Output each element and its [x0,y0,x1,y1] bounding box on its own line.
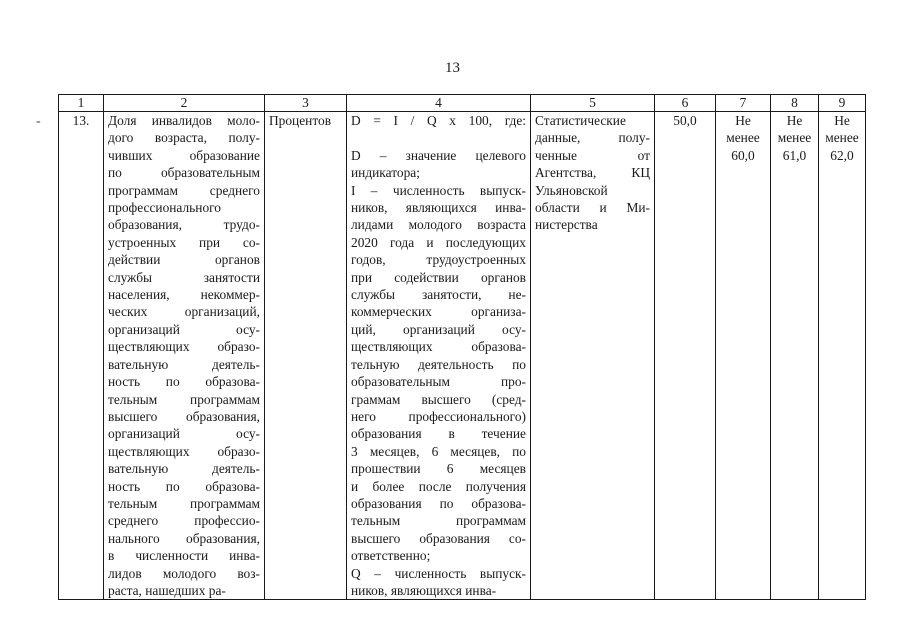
column-header-4: 4 [347,95,531,112]
formula-line: D – значение целевого [351,147,526,163]
indicator-line: нального образования, [108,530,260,546]
indicator-line: ществляющих образо- [108,443,260,459]
base-value: 50,0 [655,112,716,600]
formula-line: ществляющих образова- [351,339,526,355]
formula-line: образовательным про- [351,374,526,390]
indicator-line: образования, трудо- [108,217,260,233]
indicator-name-cell [104,112,265,600]
formula-line: прошествии 6 месяцев [351,461,526,477]
target-7-line: менее [726,130,760,146]
indicator-line: организаций осу- [108,321,260,337]
formula-line [351,129,526,146]
source-line: Статистические [535,113,626,128]
formula-line: коммерческих организа- [351,304,526,320]
formula-line: D = I / Q x 100, где: [351,113,526,128]
data-source [535,112,650,234]
indicator-line: высшего образования, [108,408,260,424]
target-7-line: 60,0 [731,147,755,163]
target-8-line: Не [786,113,803,128]
formula-line: граммам высшего (сред- [351,391,526,407]
formula-line: ций, организаций осу- [351,321,526,337]
target-8-line: менее [777,130,812,146]
indicator-name [108,112,260,599]
indicator-line: дого возраста, полу- [108,130,260,146]
source-line: области и Ми- [535,200,650,216]
indicator-line: тельным программам [108,391,260,407]
formula-line: Q – численность выпуск- [351,565,526,581]
indicator-line: населения, некоммер- [108,287,260,303]
formula-line: тельным программам [351,513,526,529]
indicator-line: лидов молодого воз- [108,565,260,581]
indicator-line: тельным программам [108,495,260,511]
formula-line: индикатора; [351,165,420,181]
target-value-col8 [771,112,819,600]
formula-line: и более после получения [351,478,526,494]
indicator-line: действии органов [108,252,260,268]
source-line: Ульяновской [535,182,608,198]
unit-cell: Процентов [265,112,347,600]
indicator-table [58,94,866,600]
target-value-col9 [819,112,866,600]
source-line: нистерства [535,217,598,233]
formula-line: ников, являющихся инва- [351,582,497,598]
indicator-line: чивших образование [108,147,260,163]
indicator-line: в численности инва- [108,548,260,564]
column-header-7: 7 [716,95,771,112]
formula-line: ответственно; [351,548,431,564]
formula-line: лидами молодого возраста [351,217,526,233]
formula-line: при содействии органов [351,269,526,285]
formula-cell [347,112,531,600]
column-header-5: 5 [531,95,655,112]
formula-line: службы занятости, не- [351,287,526,303]
column-header-1: 1 [59,95,104,112]
indicator-line: организаций осу- [108,426,260,442]
target-value-col7 [716,112,771,600]
formula-line: него профессионального) [351,408,526,424]
page-number: 13 [445,60,460,76]
indicator-line: вательную деятель- [108,356,260,372]
row-number: 13. [59,112,104,600]
indicator-line: службы занятости [108,269,260,285]
indicator-line: программам среднего [108,182,260,198]
formula-line: тельную деятельность по [351,356,526,372]
column-header-9: 9 [819,95,866,112]
formula-line: высшего образования со- [351,530,526,546]
formula-line: годов, трудоустроенных [351,252,526,268]
indicator-line: по образовательным [108,165,260,181]
indicator-line: вательную деятель- [108,461,260,477]
column-header-6: 6 [655,95,716,112]
header-row [59,95,866,112]
formula-text [351,112,526,599]
column-header-8: 8 [771,95,819,112]
indicator-line: раста, нашедших ра- [108,582,226,598]
indicator-line: ческих организаций, [108,304,260,320]
formula-line: 2020 года и последующих [351,234,526,250]
target-9-line: 62,0 [830,147,854,163]
table-row [59,112,866,600]
target-9-line: менее [825,130,859,146]
indicator-line: устроенных при со- [108,234,260,250]
formula-line: образования в течение [351,426,526,442]
source-line: ченные от [535,147,650,163]
indicator-line: Доля инвалидов моло- [108,113,260,128]
source-line: Агентства, КЦ [535,165,650,181]
target-9-line: Не [834,113,850,128]
formula-line: образования по образова- [351,495,526,511]
column-header-2: 2 [104,95,265,112]
target-8-line: 61,0 [782,147,807,163]
indicator-line: ществляющих образо- [108,339,260,355]
formula-line: 3 месяцев, 6 месяцев, по [351,443,526,459]
source-line: данные, полу- [535,130,650,146]
target-7-line: Не [735,113,751,128]
margin-mark: - [36,114,41,129]
source-cell [531,112,655,600]
indicator-line: ность по образова- [108,374,260,390]
column-header-3: 3 [265,95,347,112]
indicator-line: ность по образова- [108,478,260,494]
indicator-line: профессионального [108,200,221,216]
formula-line: I – численность выпуск- [351,182,526,198]
indicator-line: среднего профессио- [108,513,260,529]
formula-line: ников, являющихся инва- [351,200,526,216]
